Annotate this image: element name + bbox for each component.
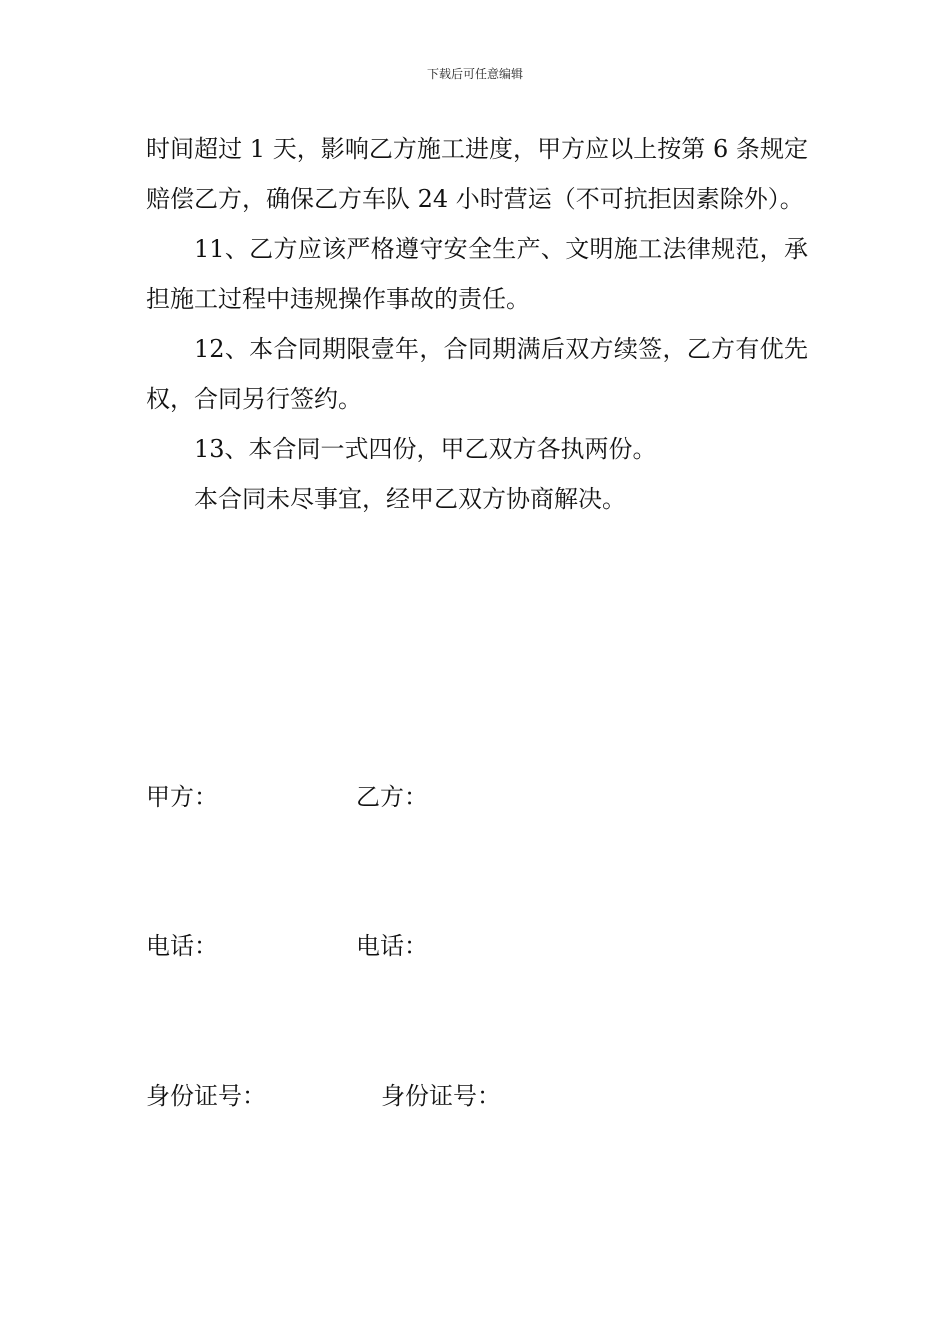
clause-12: 12、本合同期限壹年，合同期满后双方续签，乙方有优先权，合同另行签约。 [146,335,808,413]
clause-13: 13、本合同一式四份，甲乙双方各执两份。 [194,435,657,463]
party-b-label: 乙方： [356,783,428,811]
closing-clause: 本合同未尽事宜，经甲乙双方协商解决。 [194,485,626,513]
party-b-id-label: 身份证号： [381,1082,501,1110]
contract-body [146,124,808,524]
party-a-phone-label: 电话： [146,932,218,960]
party-a-label: 甲方： [146,783,218,811]
page-header: 下载后可任意编辑 [426,67,523,81]
party-b-phone-label: 电话： [356,932,428,960]
clause-11: 11、乙方应该严格遵守安全生产、文明施工法律规范，承担施工过程中违规操作事故的责任。 [146,235,808,313]
party-a-id-label: 身份证号： [146,1082,266,1110]
clause-continuation: 时间超过 1 天，影响乙方施工进度，甲方应以上按第 6 条规定赔偿乙方，确保乙方车队 24 小时营运（不可抗拒因素除外）。 [146,135,808,213]
